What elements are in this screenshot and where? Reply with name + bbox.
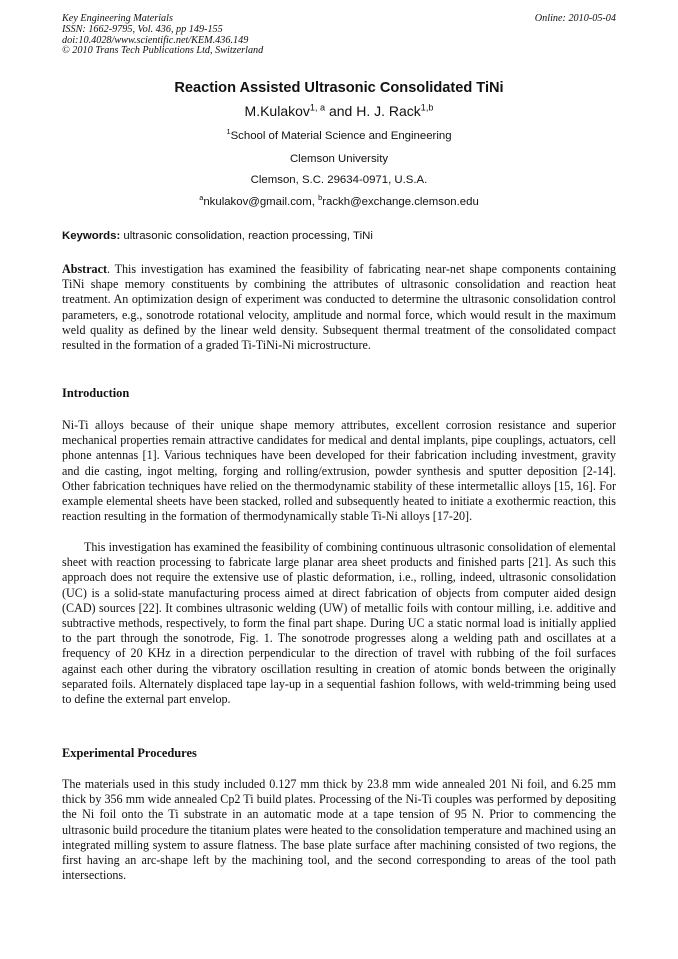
- experimental-heading: Experimental Procedures: [62, 746, 197, 760]
- abstract-text: . This investigation has examined the feasibility of fabricating near-net shape components containing TiNi shape memory constituents by combining the attributes of ultrasonic consolidation and reaction heat treatment. An optimization design of experiment was conducted to determine the ultrasonic consolidation control parameters, e.g., sonotrode rotational velocity, amplitude and normal force, which would result in the maximum weld quality as defined by the linear weld density. Subsequent thermal treatment of the consolidated compact resulted in the formation of a graded Ti-TiNi-Ni microstructure.: [62, 262, 616, 353]
- email-b-superscript: b: [318, 193, 323, 203]
- keywords-text: ultrasonic consolidation, reaction processing, TiNi: [120, 230, 373, 242]
- author-conjunction: and: [325, 103, 357, 119]
- affiliation-university: Clemson University: [289, 153, 389, 165]
- email-b: rackh@exchange.clemson.edu: [322, 196, 479, 208]
- author-2-superscript: 1,b: [420, 102, 434, 113]
- author-1-superscript: 1, a: [309, 102, 326, 113]
- abstract-label: Abstract: [62, 262, 108, 276]
- email-a: nkulakov@gmail.com,: [203, 196, 319, 208]
- keywords-label: Keywords:: [62, 230, 121, 242]
- affiliation-school: $^1$School of Material Science and Engineering: [226, 127, 452, 142]
- journal-doi: doi:10.4028/www.scientific.net/KEM.436.149: [62, 34, 249, 46]
- author-1: M.Kulakov: [244, 103, 310, 119]
- introduction-paragraph-2: This investigation has examined the feasibility of combining continuous ultrasonic consolidation of elemental sheet with reaction processing to fabricate large planar area sheet products and finished parts [21]. As such this approach does not require the extensive use of plastic deformation, i.e., rolling, indeed, ultrasonic consolidation (UC) is a solid-state manufacturing process aimed at direct fabrication of objects from computer aided design (CAD) sources [22]. It combines ultrasonic welding (UW) of metallic foils with contour milling, i.e. additive and subtractive methods, respectively, to form the final part shape. During UC a static normal load is initially applied to the part through the sonotrode, Fig. 1. The sonotrode progresses along a welding path and oscillates at a frequency of 20 KHz in a direction perpendicular to the direction of travel with rubbing of the foil surfaces against each other during the vibratory oscillation resulting in creation of atomic bonds between the originally separated foils. Alternately displaced tape lay-up in a sequential fashion follows, with weld-trimming being used to define the external part envelop.: [62, 540, 616, 707]
- author-emails: [62, 193, 616, 208]
- affiliation-address: Clemson, S.C. 29634-0971, U.S.A.: [250, 174, 428, 186]
- email-a-superscript: a: [199, 193, 204, 203]
- keywords: [62, 230, 616, 242]
- affiliation-superscript: 1: [226, 127, 231, 137]
- paper-title: Reaction Assisted Ultrasonic Consolidated TiNi: [174, 80, 504, 96]
- online-date: Online: 2010-05-04: [534, 13, 616, 24]
- author-line: [62, 103, 616, 119]
- author-2: H. J. Rack: [356, 103, 421, 119]
- experimental-paragraph-1: The materials used in this study included 0.127 mm thick by 23.8 mm wide annealed 201 Ni foil, and 6.25 mm thick by 356 mm wide annealed Cp2 Ti build plates. Processing of the Ni-Ti couples was performed by depositing the Ni foil onto the Ti substrate in an automatic mode at a tape tension of 95 N. Prior to commencing the ultrasonic build procedure the titanium plates were heated to the consolidation temperature and machined using an integrated milling system to assure flatness. The base plate surface after machining consisted of two regions, the first having an arc-shape left by the machining tool, and the second corresponding to areas of the tool path intersections.: [62, 777, 616, 883]
- abstract: [62, 262, 616, 353]
- journal-copyright: © 2010 Trans Tech Publications Ltd, Switzerland: [62, 45, 264, 57]
- introduction-heading: Introduction: [62, 386, 130, 400]
- journal-header: [62, 14, 616, 57]
- journal-name: Key Engineering Materials: [62, 13, 173, 24]
- introduction-paragraph-1: Ni-Ti alloys because of their unique shape memory attributes, excellent corrosion resistance and superior mechanical properties remain attractive candidates for medical and dental implants, pipe couplings, actuators, cell phone antennas [1]. Various techniques have been developed for their fabrication including investment, gravity and die casting, ingot melting, forging and rolling/extrusion, powder synthesis and sputter deposition [2-14]. Other fabrication techniques have relied on the thermodynamic stability of these intermetallic alloys [15, 16]. For example elemental sheets have been stacked, rolled and subsequently heated to initiate a exothermic reaction, this reaction resulting in the formation of thermodynamically stable Ti-Ni alloys [17-20].: [62, 418, 616, 524]
- journal-issn: ISSN: 1662-9795, Vol. 436, pp 149-155: [62, 23, 223, 35]
